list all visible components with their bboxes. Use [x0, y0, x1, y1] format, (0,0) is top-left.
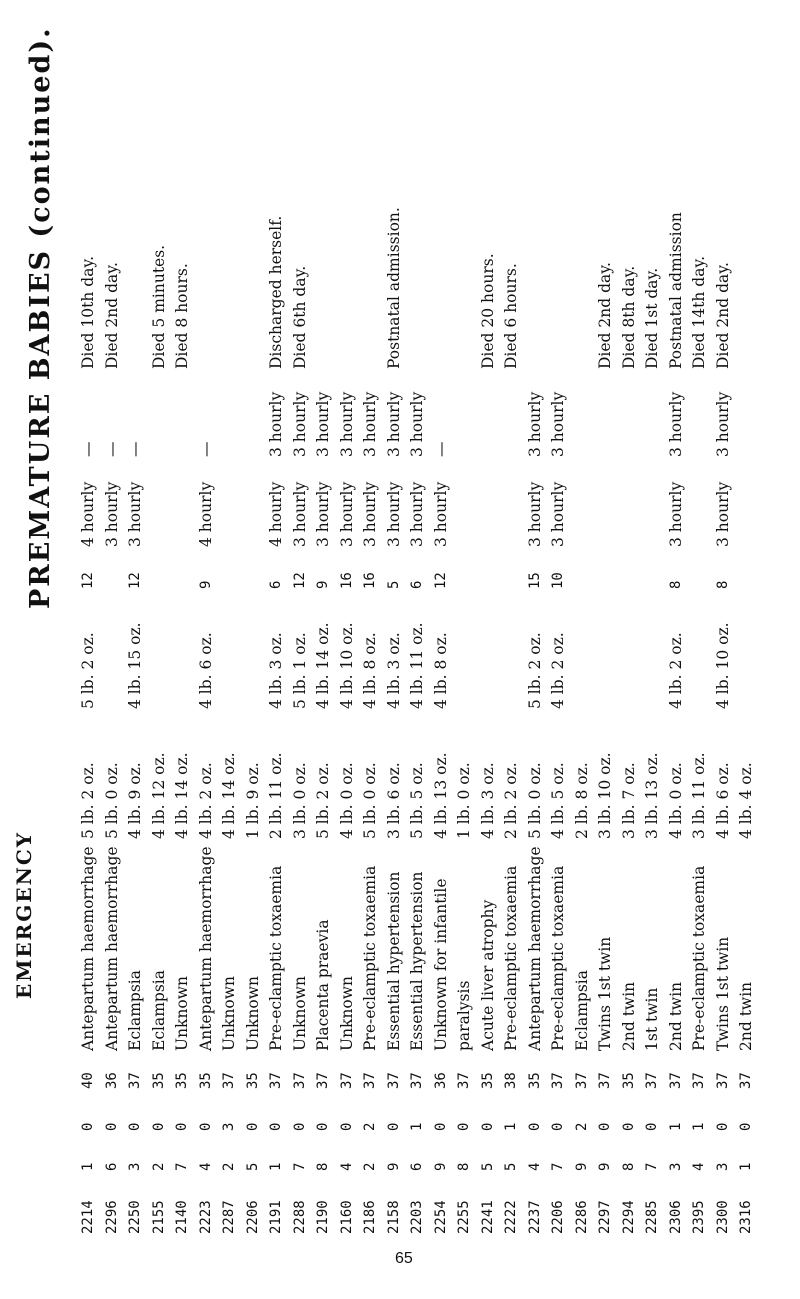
cell-case: 2214	[80, 1200, 96, 1234]
cell-case: 2288	[291, 1200, 308, 1234]
cell-case: 2190	[315, 1200, 331, 1234]
cell-result: Died 10th day.	[79, 255, 97, 369]
cell-age: 35	[526, 1072, 543, 1089]
cell-first-feed: 3 hourly	[408, 481, 426, 547]
cell-birth-weight: 5 lb. 0 oz.	[525, 762, 544, 839]
cell-age: 37	[644, 1072, 660, 1089]
cell-birth-weight: 3 lb. 10 oz.	[596, 752, 614, 839]
cell-case: 2206	[550, 1200, 566, 1234]
cell-parity: 9	[432, 1162, 449, 1171]
table-row	[738, 9, 754, 1299]
cell-age: 37	[291, 1072, 308, 1089]
cell-first-feed: 3 hourly	[290, 481, 309, 547]
cell-place: 1	[691, 1122, 707, 1131]
cell-place: 0	[526, 1122, 543, 1131]
cell-age: 37	[667, 1072, 684, 1089]
cell-first-feed: 4 hourly	[267, 481, 285, 547]
cell-regain: 10	[550, 572, 566, 589]
table-row	[198, 9, 214, 1299]
page-title: PREMATURE BABIES (continued).	[25, 26, 56, 609]
cell-parity: 4	[338, 1162, 355, 1171]
cell-feed-interval: —	[196, 441, 215, 457]
cell-regain: 5	[385, 580, 402, 589]
cell-result: Died 8 hours.	[173, 263, 191, 369]
cell-result: Died 2nd day.	[713, 262, 732, 369]
table-row	[409, 9, 425, 1299]
cell-place: 3	[221, 1122, 237, 1131]
cell-lowest-weight: 4 lb. 11 oz.	[408, 622, 426, 709]
cell-age: 36	[432, 1072, 449, 1089]
cell-first-feed: 4 hourly	[196, 481, 215, 547]
cell-place: 0	[197, 1122, 214, 1131]
cell-birth-weight: 4 lb. 9 oz.	[126, 762, 144, 839]
cell-birth-weight: 2 lb. 11 oz.	[267, 752, 285, 839]
cell-feed-interval: —	[126, 441, 144, 457]
cell-place: 0	[291, 1122, 308, 1131]
cell-place: 0	[127, 1122, 143, 1131]
cell-first-feed: 3 hourly	[337, 481, 356, 547]
cell-regain: 12	[432, 572, 449, 589]
cell-cause: Antepartum haemorrhage	[79, 846, 97, 1051]
cell-first-feed: 3 hourly	[102, 481, 121, 547]
cell-parity: 9	[385, 1162, 402, 1171]
cell-feed-interval: 3 hourly	[267, 391, 285, 457]
cell-regain: 12	[291, 572, 308, 589]
cell-parity: 1	[268, 1162, 284, 1171]
cell-regain: 12	[127, 572, 143, 589]
cell-lowest-weight: 4 lb. 8 oz.	[431, 632, 450, 709]
cell-age: 37	[127, 1072, 143, 1089]
cell-birth-weight: 4 lb. 0 oz.	[666, 762, 685, 839]
cell-age: 37	[338, 1072, 355, 1089]
cell-cause: 2nd twin	[619, 981, 638, 1051]
cell-case: 2241	[479, 1200, 496, 1234]
table-row	[574, 9, 590, 1299]
cell-parity: 9	[597, 1162, 613, 1171]
cell-cause: Pre-eclamptic toxaemia	[690, 865, 708, 1051]
cell-regain: 15	[526, 572, 543, 589]
cell-age: 37	[456, 1072, 472, 1089]
cell-case: 2254	[432, 1200, 449, 1234]
cell-birth-weight: 4 lb. 5 oz.	[549, 762, 567, 839]
cell-first-feed: 3 hourly	[384, 481, 403, 547]
table-row	[245, 9, 261, 1299]
cell-parity: 6	[409, 1162, 425, 1171]
cell-parity: 8	[456, 1162, 472, 1171]
table-row	[174, 9, 190, 1299]
cell-age: 35	[620, 1072, 637, 1089]
cell-cause: Twins 1st twin	[713, 936, 732, 1051]
cell-result: Died 8th day.	[619, 265, 638, 369]
cell-age: 36	[103, 1072, 120, 1089]
cell-case: 2294	[620, 1200, 637, 1234]
cell-first-feed: 3 hourly	[314, 481, 332, 547]
cell-lowest-weight: 4 lb. 14 oz.	[314, 622, 332, 709]
cell-place: 0	[315, 1122, 331, 1131]
table-row	[527, 9, 543, 1299]
cell-regain: 16	[338, 572, 355, 589]
table-row	[315, 9, 331, 1299]
cell-birth-weight: 4 lb. 14 oz.	[173, 752, 191, 839]
cell-first-feed: 3 hourly	[549, 481, 567, 547]
cell-age: 37	[385, 1072, 402, 1089]
cell-age: 37	[409, 1072, 425, 1089]
cell-cause: 2nd twin	[737, 981, 755, 1051]
cell-case: 2160	[338, 1200, 355, 1234]
cell-parity: 2	[150, 1162, 167, 1171]
cell-age: 35	[479, 1072, 496, 1089]
cell-cause: Eclampsia	[126, 970, 144, 1051]
cell-feed-interval: 3 hourly	[408, 391, 426, 457]
cell-first-feed: 3 hourly	[666, 481, 685, 547]
cell-feed-interval: 3 hourly	[666, 391, 685, 457]
cell-age: 35	[150, 1072, 167, 1089]
cell-lowest-weight: 5 lb. 1 oz.	[290, 632, 309, 709]
cell-parity: 1	[80, 1162, 96, 1171]
cell-lowest-weight: 4 lb. 2 oz.	[666, 632, 685, 709]
cell-place: 2	[362, 1122, 378, 1131]
cell-birth-weight: 3 lb. 6 oz.	[384, 762, 403, 839]
cell-result: Died 6th day.	[290, 265, 309, 369]
cell-cause: Antepartum haemorrhage	[102, 846, 121, 1051]
cell-place: 1	[503, 1122, 519, 1131]
cell-result: Postnatal admission.	[384, 207, 403, 369]
cell-birth-weight: 3 lb. 7 oz.	[619, 762, 638, 839]
cell-parity: 4	[197, 1162, 214, 1171]
cell-age: 38	[503, 1072, 519, 1089]
cell-result: Died 2nd day.	[102, 262, 121, 369]
table-row	[480, 9, 496, 1299]
cell-cause: Unknown	[173, 975, 191, 1051]
table-row	[104, 9, 120, 1299]
table-row	[292, 9, 308, 1299]
cell-case: 2206	[244, 1200, 261, 1234]
cell-place: 0	[103, 1122, 120, 1131]
table-row	[151, 9, 167, 1299]
table-row	[386, 9, 402, 1299]
cell-regain: 8	[714, 580, 731, 589]
cell-birth-weight: 5 lb. 0 oz.	[102, 762, 121, 839]
cell-age: 37	[315, 1072, 331, 1089]
cell-result: Died 5 minutes.	[149, 244, 168, 369]
cell-parity: 8	[315, 1162, 331, 1171]
cell-first-feed: 4 hourly	[79, 481, 97, 547]
table-row	[433, 9, 449, 1299]
cell-parity: 9	[573, 1162, 590, 1171]
cell-age: 37	[738, 1072, 754, 1089]
cell-case: 2155	[150, 1200, 167, 1234]
cell-birth-weight: 2 lb. 2 oz.	[502, 762, 520, 839]
cell-case: 2296	[103, 1200, 120, 1234]
cell-age: 35	[244, 1072, 261, 1089]
cell-cause: Unknown	[220, 975, 238, 1051]
cell-cause: Pre-eclamptic toxaemia	[549, 865, 567, 1051]
cell-parity: 4	[691, 1162, 707, 1171]
cell-regain: 16	[362, 572, 378, 589]
table-row	[644, 9, 660, 1299]
cell-birth-weight: 4 lb. 14 oz.	[220, 752, 238, 839]
cell-age: 37	[550, 1072, 566, 1089]
cell-age: 35	[197, 1072, 214, 1089]
cell-birth-weight: 3 lb. 11 oz.	[690, 752, 708, 839]
cell-birth-weight: 4 lb. 6 oz.	[713, 762, 732, 839]
cell-cause: Unknown	[290, 975, 309, 1051]
cell-feed-interval: 3 hourly	[290, 391, 309, 457]
cell-cause: Twins 1st twin	[596, 936, 614, 1051]
cell-result: Died 14th day.	[690, 255, 708, 369]
cell-first-feed: 3 hourly	[126, 481, 144, 547]
table-row	[597, 9, 613, 1299]
table-row	[503, 9, 519, 1299]
cell-case: 2191	[268, 1200, 284, 1234]
cell-lowest-weight: 4 lb. 8 oz.	[361, 632, 379, 709]
cell-result: Died 6 hours.	[502, 263, 520, 369]
cell-birth-weight: 5 lb. 2 oz.	[79, 762, 97, 839]
cell-age: 37	[268, 1072, 284, 1089]
cell-parity: 2	[221, 1162, 237, 1171]
cell-place: 0	[738, 1122, 754, 1131]
cell-case: 2395	[691, 1200, 707, 1234]
cell-case: 2222	[503, 1200, 519, 1234]
cell-parity: 2	[362, 1162, 378, 1171]
cell-place: 0	[550, 1122, 566, 1131]
cell-birth-weight: 4 lb. 2 oz.	[196, 762, 215, 839]
cell-lowest-weight: 4 lb. 10 oz.	[713, 622, 732, 709]
section-heading: EMERGENCY	[12, 830, 36, 999]
cell-parity: 3	[714, 1162, 731, 1171]
cell-parity: 5	[503, 1162, 519, 1171]
cell-result: Postnatal admission	[666, 212, 685, 369]
cell-cause: Eclampsia	[572, 970, 591, 1051]
cell-place: 0	[714, 1122, 731, 1131]
cell-place: 0	[644, 1122, 660, 1131]
cell-lowest-weight: 5 lb. 2 oz.	[79, 632, 97, 709]
table-row	[456, 9, 472, 1299]
cell-birth-weight: 4 lb. 4 oz.	[737, 762, 755, 839]
cell-birth-weight: 4 lb. 13 oz.	[431, 752, 450, 839]
cell-cause: 1st twin	[643, 987, 661, 1051]
cell-parity: 4	[526, 1162, 543, 1171]
table-row	[550, 9, 566, 1299]
cell-case: 2158	[385, 1200, 402, 1234]
table-row	[715, 9, 731, 1299]
cell-case: 2306	[667, 1200, 684, 1234]
table-row	[127, 9, 143, 1299]
cell-age: 37	[362, 1072, 378, 1089]
cell-age: 40	[80, 1072, 96, 1089]
cell-regain: 9	[315, 580, 331, 589]
cell-regain: 6	[409, 580, 425, 589]
cell-feed-interval: 3 hourly	[525, 391, 544, 457]
cell-place: 0	[338, 1122, 355, 1131]
cell-result: Discharged herself.	[267, 215, 285, 369]
table-row	[80, 9, 96, 1299]
cell-lowest-weight: 5 lb. 2 oz.	[525, 632, 544, 709]
cell-result: Died 2nd day.	[596, 262, 614, 369]
cell-cause: Pre-eclamptic toxaemia	[361, 865, 379, 1051]
cell-cause: Placenta praevia	[314, 919, 332, 1051]
cell-parity: 5	[244, 1162, 261, 1171]
cell-lowest-weight: 4 lb. 6 oz.	[196, 632, 215, 709]
cell-place: 1	[409, 1122, 425, 1131]
cell-cause: Essential hypertension	[408, 871, 426, 1051]
cell-place: 0	[456, 1122, 472, 1131]
cell-birth-weight: 3 lb. 13 oz.	[643, 752, 661, 839]
cell-case: 2300	[714, 1200, 731, 1234]
cell-place: 0	[244, 1122, 261, 1131]
cell-birth-weight: 4 lb. 12 oz.	[149, 752, 168, 839]
cell-case: 2297	[597, 1200, 613, 1234]
table-row	[691, 9, 707, 1299]
cell-place: 2	[573, 1122, 590, 1131]
table-row	[339, 9, 355, 1299]
cell-regain: 8	[667, 580, 684, 589]
cell-cause: Unknown	[243, 975, 262, 1051]
cell-birth-weight: 1 lb. 9 oz.	[243, 762, 262, 839]
cell-lowest-weight: 4 lb. 2 oz.	[549, 632, 567, 709]
cell-cause: Eclampsia	[149, 970, 168, 1051]
cell-first-feed: 3 hourly	[361, 481, 379, 547]
cell-case: 2140	[174, 1200, 190, 1234]
cell-cause: Acute liver atrophy	[478, 899, 497, 1051]
cell-birth-weight: 4 lb. 3 oz.	[478, 762, 497, 839]
cell-feed-interval: —	[79, 441, 97, 457]
cell-parity: 7	[550, 1162, 566, 1171]
cell-cause: paralysis	[455, 980, 473, 1051]
cell-case: 2255	[456, 1200, 472, 1234]
cell-cause: Pre-eclamptic toxaemia	[267, 865, 285, 1051]
cell-case: 2203	[409, 1200, 425, 1234]
cell-regain: 6	[268, 580, 284, 589]
cell-age: 37	[714, 1072, 731, 1089]
cell-birth-weight: 3 lb. 0 oz.	[290, 762, 309, 839]
cell-cause: 2nd twin	[666, 981, 685, 1051]
cell-regain: 12	[80, 572, 96, 589]
cell-place: 0	[80, 1122, 96, 1131]
table-row	[221, 9, 237, 1299]
cell-feed-interval: —	[431, 441, 450, 457]
cell-parity: 7	[644, 1162, 660, 1171]
cell-birth-weight: 1 lb. 0 oz.	[455, 762, 473, 839]
cell-feed-interval: 3 hourly	[384, 391, 403, 457]
cell-cause: Unknown	[337, 975, 356, 1051]
cell-birth-weight: 2 lb. 8 oz.	[572, 762, 591, 839]
cell-feed-interval: 3 hourly	[549, 391, 567, 457]
cell-place: 0	[620, 1122, 637, 1131]
cell-age: 37	[691, 1072, 707, 1089]
cell-case: 2286	[573, 1200, 590, 1234]
cell-cause: Pre-eclamptic toxaemia	[502, 865, 520, 1051]
cell-feed-interval: 3 hourly	[314, 391, 332, 457]
table-row	[668, 9, 684, 1299]
cell-first-feed: 3 hourly	[431, 481, 450, 547]
cell-cause: Antepartum haemorrhage	[196, 846, 215, 1051]
cell-parity: 7	[291, 1162, 308, 1171]
cell-parity: 6	[103, 1162, 120, 1171]
cell-place: 0	[174, 1122, 190, 1131]
cell-birth-weight: 5 lb. 5 oz.	[408, 762, 426, 839]
cell-place: 0	[597, 1122, 613, 1131]
cell-feed-interval: 3 hourly	[337, 391, 356, 457]
cell-case: 2316	[738, 1200, 754, 1234]
cell-birth-weight: 4 lb. 0 oz.	[337, 762, 356, 839]
cell-case: 2285	[644, 1200, 660, 1234]
cell-place: 0	[432, 1122, 449, 1131]
cell-place: 0	[150, 1122, 167, 1131]
cell-parity: 7	[174, 1162, 190, 1171]
cell-parity: 3	[127, 1162, 143, 1171]
cell-first-feed: 3 hourly	[525, 481, 544, 547]
cell-age: 35	[174, 1072, 190, 1089]
cell-lowest-weight: 4 lb. 10 oz.	[337, 622, 356, 709]
cell-parity: 5	[479, 1162, 496, 1171]
cell-age: 37	[221, 1072, 237, 1089]
cell-case: 2223	[197, 1200, 214, 1234]
cell-cause: Unknown for infantile	[431, 878, 450, 1051]
cell-place: 0	[268, 1122, 284, 1131]
cell-case: 2250	[127, 1200, 143, 1234]
cell-parity: 3	[667, 1162, 684, 1171]
cell-place: 0	[479, 1122, 496, 1131]
cell-parity: 1	[738, 1162, 754, 1171]
cell-cause: Essential hypertension	[384, 871, 403, 1051]
cell-place: 0	[385, 1122, 402, 1131]
cell-case: 2237	[526, 1200, 543, 1234]
cell-age: 37	[597, 1072, 613, 1089]
cell-result: Died 20 hours.	[478, 253, 497, 369]
cell-lowest-weight: 4 lb. 15 oz.	[126, 622, 144, 709]
table-row	[362, 9, 378, 1299]
cell-regain: 9	[197, 580, 214, 589]
cell-birth-weight: 5 lb. 2 oz.	[314, 762, 332, 839]
cell-feed-interval: 3 hourly	[361, 391, 379, 457]
cell-lowest-weight: 4 lb. 3 oz.	[267, 632, 285, 709]
cell-age: 37	[573, 1072, 590, 1089]
table-row	[268, 9, 284, 1299]
cell-case: 2186	[362, 1200, 378, 1234]
cell-first-feed: 3 hourly	[713, 481, 732, 547]
cell-feed-interval: 3 hourly	[713, 391, 732, 457]
cell-cause: Antepartum haemorrhage	[525, 846, 544, 1051]
cell-feed-interval: —	[102, 441, 121, 457]
cell-case: 2287	[221, 1200, 237, 1234]
cell-place: 1	[667, 1122, 684, 1131]
cell-birth-weight: 5 lb. 0 oz.	[361, 762, 379, 839]
table-row	[621, 9, 637, 1299]
cell-lowest-weight: 4 lb. 3 oz.	[384, 632, 403, 709]
cell-result: Died 1st day.	[643, 267, 661, 369]
cell-parity: 8	[620, 1162, 637, 1171]
page-number: 65	[395, 1250, 413, 1267]
